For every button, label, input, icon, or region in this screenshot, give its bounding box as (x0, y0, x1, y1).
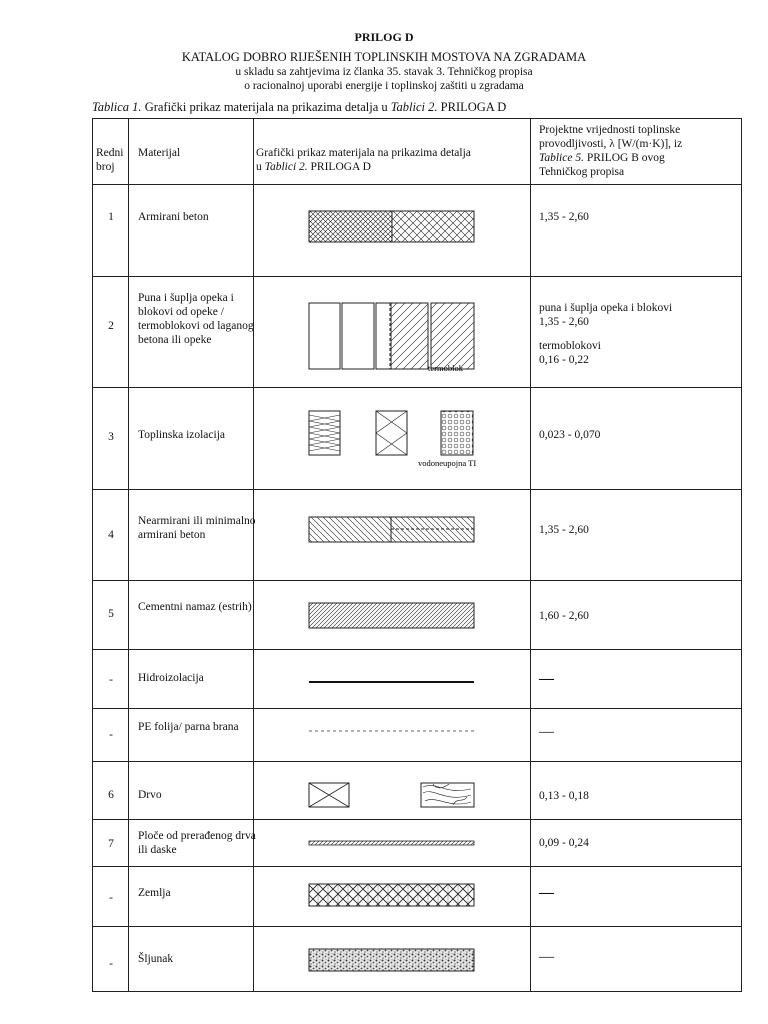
ploce-drvo-graphic (309, 841, 474, 845)
nearmirani-beton-graphic (309, 517, 474, 542)
page-title: PRILOG D (354, 30, 414, 44)
row-number: 6 (108, 789, 114, 801)
lambda-value: 0,13 - 0,18 (539, 790, 589, 802)
material-name: Ploče od prerađenog drva ili daske (138, 830, 256, 856)
row-number: 2 (108, 320, 114, 332)
material-name: Zemlja (138, 887, 171, 899)
lambda-value: 0,09 - 0,24 (539, 837, 589, 849)
header-graficki-ref: Tablici 2. (264, 161, 308, 173)
lambda-value: 1,60 - 2,60 (539, 610, 589, 622)
zemlja-graphic (309, 884, 474, 906)
material-name: Puna i šuplja opeka i blokovi od opeke / termoblokovi od laganog betona ili opeke (138, 292, 254, 346)
header-value-line-1: Projektne vrijednosti toplinske (539, 124, 681, 136)
header-value-ref: Tablice 5. (539, 152, 584, 164)
row-number: 7 (108, 838, 114, 850)
header-graficki-pre: u (256, 161, 265, 173)
lambda-value: 0,023 - 0,070 (539, 429, 601, 441)
row-number: 3 (108, 431, 114, 443)
lambda-value: — (539, 949, 554, 965)
value-line: puna i šuplja opeka i blokovi (539, 302, 673, 314)
row-number: - (109, 729, 113, 741)
material-name: Drvo (138, 789, 162, 801)
sljunak-graphic (309, 949, 474, 971)
drvo-graphic (309, 783, 474, 807)
header-graficki-post: PRILOGA D (307, 161, 371, 173)
value-line: termoblokovi (539, 340, 601, 352)
header-materijal: Materijal (138, 147, 181, 159)
lambda-value: — (539, 885, 554, 901)
material-name: Hidroizolacija (138, 672, 204, 684)
value-line: 0,16 - 0,22 (539, 354, 589, 366)
header-value-post: PRILOG B ovog (583, 152, 665, 164)
row-number: - (109, 674, 113, 686)
caption-prefix: Tablica 1. (92, 100, 142, 114)
armirani-beton-graphic (309, 211, 474, 242)
materials-table (92, 118, 742, 992)
material-name: Nearmirani ili minimalno armirani beton (138, 515, 256, 541)
material-name: Cementni namaz (estrih) (138, 601, 252, 613)
row-number: - (109, 892, 113, 904)
value-line: 1,35 - 2,60 (539, 316, 589, 328)
material-name: Toplinska izolacija (138, 429, 226, 441)
header-value-line-2: provodljivosti, λ [W/(m·K)], iz (539, 138, 683, 150)
material-graphics (93, 119, 743, 993)
caption-suffix: PRILOGA D (437, 100, 507, 114)
vodoneupojna-label: vodoneupojna TI (418, 458, 477, 468)
termoblok-label: termoblok (428, 363, 463, 373)
table-caption (92, 100, 506, 115)
caption-text: Grafički prikaz materijala na prikazima detalja u (141, 100, 391, 114)
row-number: 1 (108, 211, 114, 223)
lambda-value: — (539, 671, 554, 687)
material-name: Armirani beton (138, 211, 209, 223)
row-number: 4 (108, 529, 114, 541)
caption-ref: Tablici 2. (390, 100, 438, 114)
lambda-value: — (539, 724, 554, 740)
row-number: - (109, 958, 113, 970)
header-graficki-line-1: Grafički prikaz materijala na prikazima detalja (256, 147, 471, 159)
opeka-graphic (309, 303, 474, 373)
toplinska-izolacija-graphic (309, 411, 476, 468)
header-redni-broj: Redni broj (96, 147, 124, 173)
material-name: Šljunak (138, 953, 174, 965)
cementni-namaz-graphic (309, 603, 474, 628)
lambda-value: 1,35 - 2,60 (539, 211, 589, 223)
lambda-value: 1,35 - 2,60 (539, 524, 589, 536)
material-name: PE folija/ parna brana (138, 721, 239, 733)
catalog-title: KATALOG DOBRO RIJEŠENIH TOPLINSKIH MOSTOVA NA ZGRADAMA (181, 50, 587, 64)
row-number: 5 (108, 608, 114, 620)
subtitle-line-2: o racionalnoj uporabi energije i toplinskoj zaštiti u zgradama (244, 80, 524, 92)
header-value-line-4: Tehničkog propisa (539, 166, 625, 178)
subtitle-line-1: u skladu sa zahtjevima iz članka 35. stavak 3. Tehničkog propisa (235, 66, 533, 78)
